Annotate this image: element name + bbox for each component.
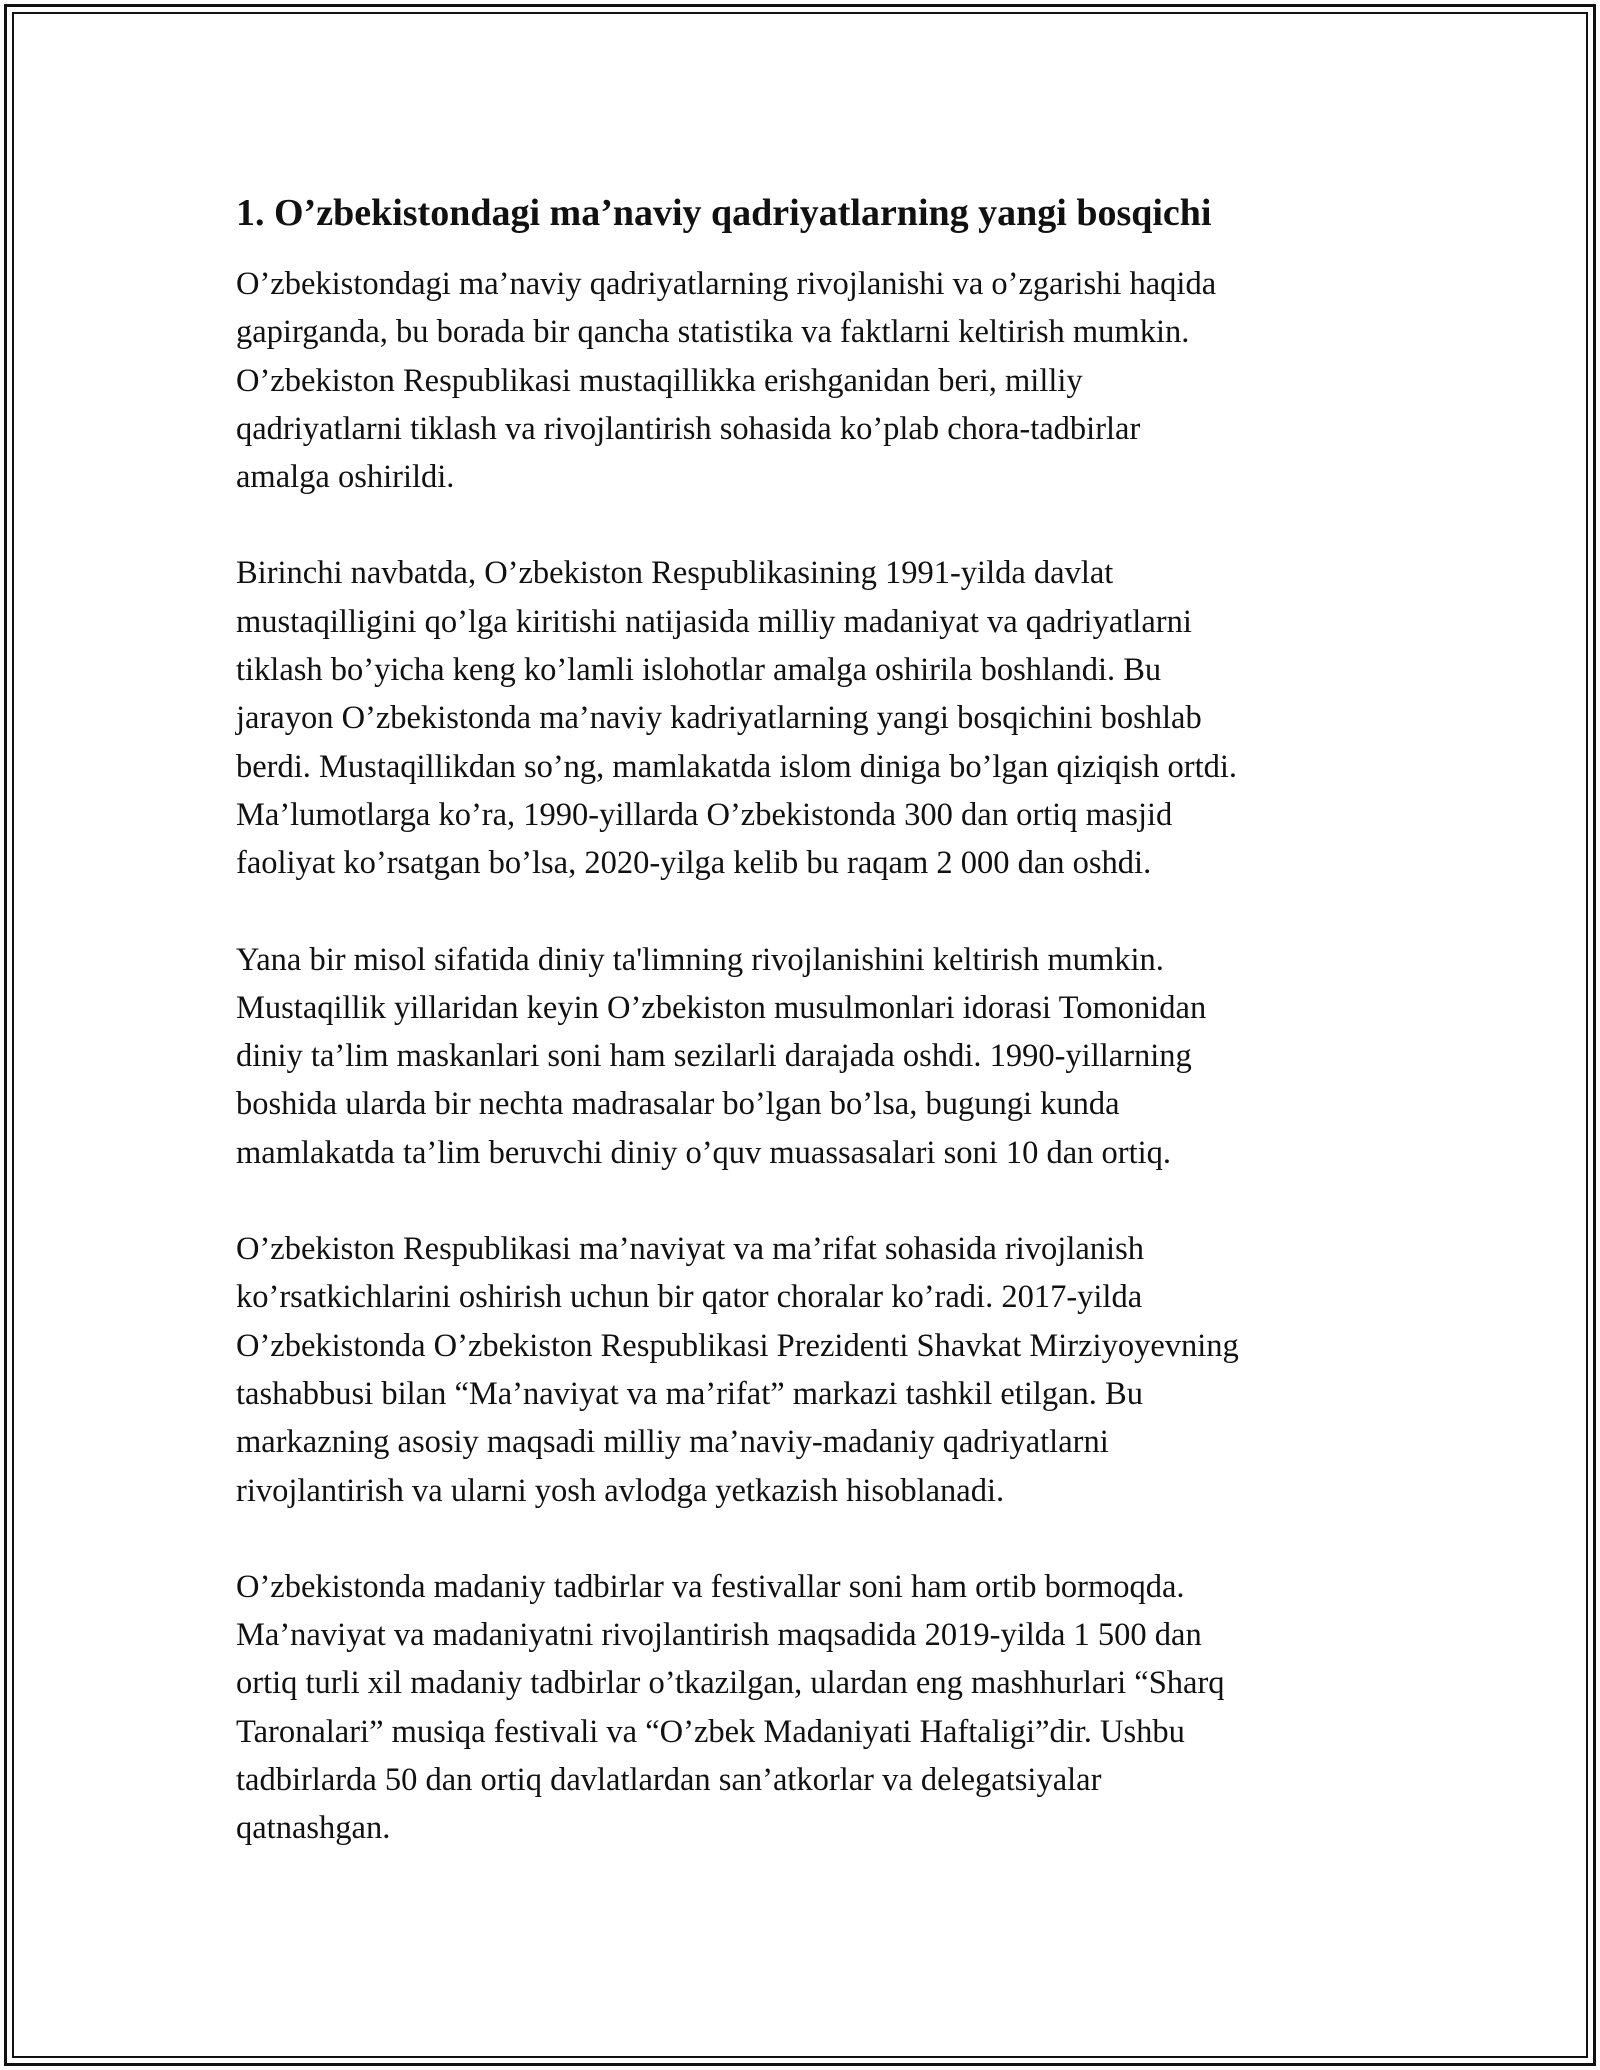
text-line: Ma’naviyat va madaniyatni rivojlantirish maqsadida 2019-yilda 1 500 dan [236,1617,1202,1654]
text-line: tiklash bo’yicha keng ko’lamli islohotlar amalga oshirila boshlandi. Bu [236,652,1162,689]
document-body [236,188,1386,1901]
paragraph-2 [236,549,1386,887]
text-line: faoliyat ko’rsatgan bo’lsa, 2020-yilga kelib bu raqam 2 000 dan oshdi. [236,845,1152,882]
paragraph-1 [236,260,1386,501]
paragraph-4 [236,1225,1386,1515]
text-line: Taronalari” musiqa festivali va “O’zbek Madaniyati Haftaligi”dir. Ushbu [236,1713,1185,1750]
text-line: tadbirlarda 50 dan ortiq davlatlardan san’atkorlar va delegatsiyalar [236,1762,1102,1799]
text-line: diniy ta’lim maskanlari soni ham sezilarli darajada oshdi. 1990-yillarning [236,1038,1192,1075]
paragraph-3 [236,936,1386,1177]
text-line: O’zbekistonda O’zbekiston Respublikasi Prezidenti Shavkat Mirziyoyevning [236,1327,1239,1364]
text-line: markazning asosiy maqsadi milliy ma’naviy-madaniy qadriyatlarni [236,1424,1109,1461]
text-line: O’zbekiston Respublikasi mustaqillikka erishganidan beri, milliy [236,362,1083,399]
text-line: Birinchi navbatda, O’zbekiston Respublikasining 1991-yilda davlat [236,555,1114,592]
paragraph-5 [236,1563,1386,1853]
text-line: berdi. Mustaqillikdan so’ng, mamlakatda islom diniga bo’lgan qiziqish ortdi. [236,748,1238,785]
text-line: Mustaqillik yillaridan keyin O’zbekiston musulmonlari idorasi Tomonidan [236,989,1207,1026]
text-line: mamlakatda ta’lim beruvchi diniy o’quv muassasalari soni 10 dan ortiq. [236,1134,1172,1171]
text-line: gapirganda, bu borada bir qancha statistika va faktlarni keltirish mumkin. [236,314,1190,351]
text-line: qadriyatlarni tiklash va rivojlantirish sohasida ko’plab chora-tadbirlar [236,410,1141,447]
text-line: jarayon O’zbekistonda ma’naviy kadriyatlarning yangi bosqichini boshlab [236,700,1202,737]
text-line: rivojlantirish va ularni yosh avlodga yetkazish hisoblanadi. [236,1472,1005,1509]
text-line: Yana bir misol sifatida diniy ta'limning rivojlanishini keltirish mumkin. [236,941,1164,978]
text-line: boshida ularda bir nechta madrasalar bo’lgan bo’lsa, bugungi kunda [236,1086,1120,1123]
text-line: ko’rsatkichlarini oshirish uchun bir qator choralar ko’radi. 2017-yilda [236,1279,1143,1316]
text-line: qatnashgan. [236,1810,391,1847]
text-line: Ma’lumotlarga ko’ra, 1990-yillarda O’zbekistonda 300 dan ortiq masjid [236,796,1173,833]
text-line: tashabbusi bilan “Ma’naviyat va ma’rifat” markazi tashkil etilgan. Bu [236,1375,1143,1412]
text-line: O’zbekiston Respublikasi ma’naviyat va ma’rifat sohasida rivojlanish [236,1231,1144,1268]
text-line: mustaqilligini qo’lga kiritishi natijasida milliy madaniyat va qadriyatlarni [236,603,1192,640]
text-line: O’zbekistondagi ma’naviy qadriyatlarning rivojlanishi va o’zgarishi haqida [236,266,1217,302]
text-line: ortiq turli xil madaniy tadbirlar o’tkazilgan, ulardan eng mashhurlari “Sharq [236,1665,1225,1702]
section-title: 1. O’zbekistondagi ma’naviy qadriyatlarning yangi bosqichi [236,192,1212,234]
text-line: amalga oshirildi. [236,459,455,496]
text-line: O’zbekistonda madaniy tadbirlar va festivallar soni ham ortib bormoqda. [236,1568,1185,1605]
